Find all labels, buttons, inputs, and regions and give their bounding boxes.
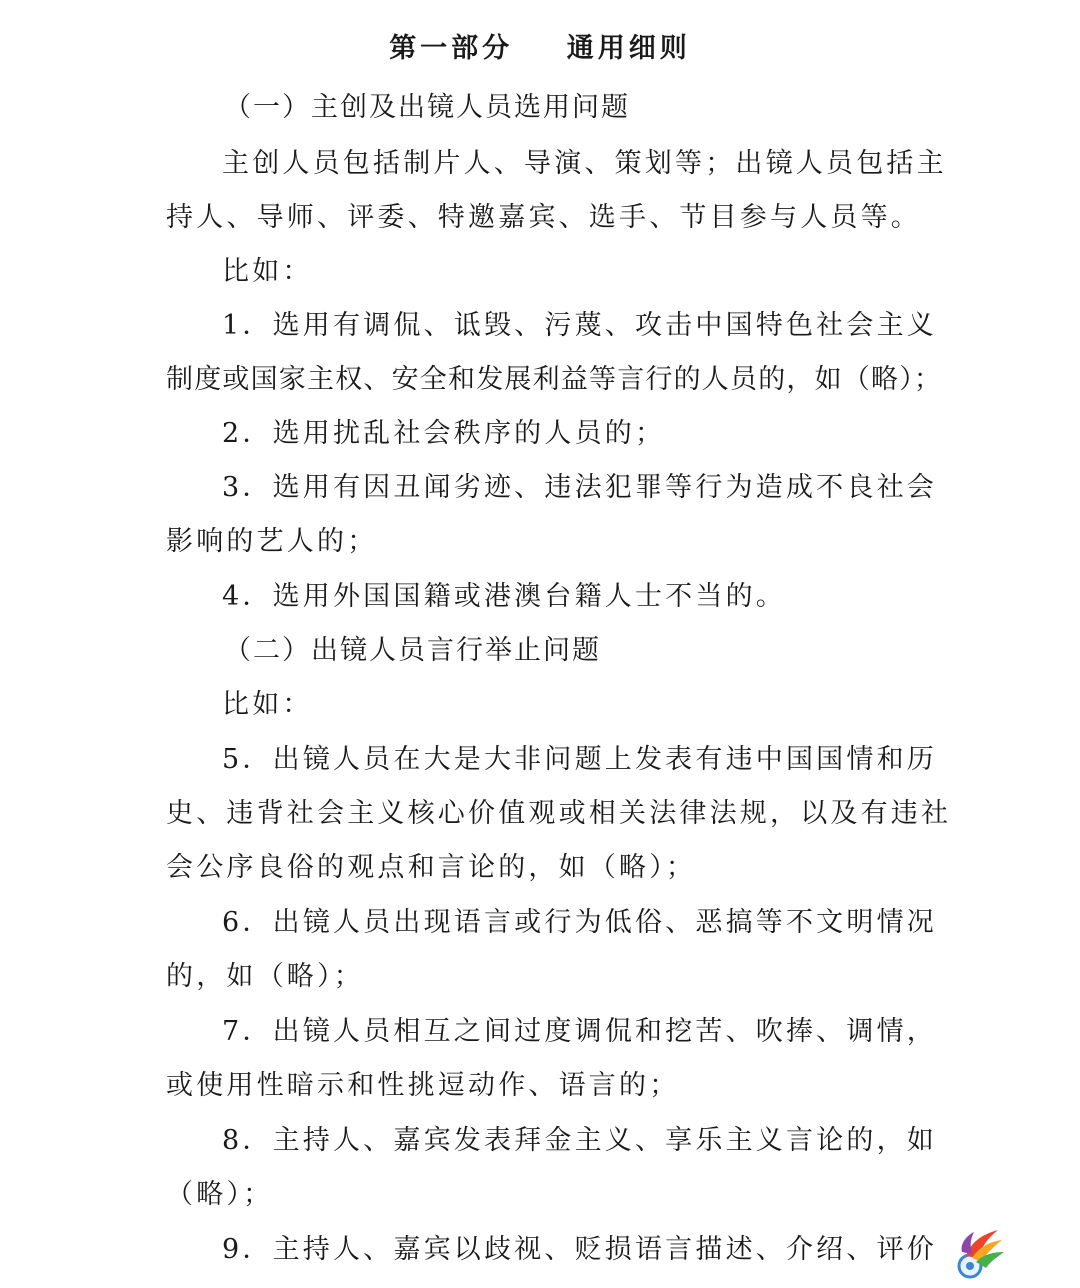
- part-title: 第一部分 通用细则: [389, 33, 691, 64]
- list-item-3-cont: 影响的艺人的；: [166, 526, 378, 557]
- list-item-3: 3．选用有因丑闻劣迹、违法犯罪等行为造成不良社会: [222, 472, 937, 503]
- list-item-4: 4．选用外国国籍或港澳台籍人士不当的。: [222, 581, 786, 612]
- list-item-2: 2．选用扰乱社会秩序的人员的；: [222, 418, 666, 449]
- list-item-1: 1．选用有调侃、诋毁、污蔑、攻击中国特色社会主义: [222, 310, 937, 341]
- paragraph-line: 比如：: [222, 256, 313, 287]
- section-heading-2: （二）出镜人员言行举止问题: [224, 635, 601, 666]
- paragraph-line: 持人、导师、评委、特邀嘉宾、选手、节目参与人员等。: [166, 202, 921, 233]
- paragraph-line: 主创人员包括制片人、导演、策划等；出镜人员包括主: [222, 148, 947, 179]
- paragraph-line: 比如：: [222, 689, 313, 720]
- list-item-5-cont: 史、违背社会主义核心价值观或相关法律法规，以及有违社: [166, 798, 952, 829]
- list-item-5-cont: 会公序良俗的观点和言论的，如（略）；: [166, 852, 697, 883]
- list-item-9: 9．主持人、嘉宾以歧视、贬损语言描述、介绍、评价: [222, 1234, 937, 1265]
- list-item-5: 5．出镜人员在大是大非问题上发表有违中国国情和历: [222, 744, 937, 775]
- list-item-8: 8．主持人、嘉宾发表拜金主义、享乐主义言论的，如: [222, 1125, 937, 1156]
- list-item-7: 7．出镜人员相互之间过度调侃和挖苦、吹捧、调情，: [222, 1016, 937, 1047]
- watermark-logo-icon: [952, 1226, 1008, 1282]
- list-item-1-cont: 制度或国家主权、安全和发展利益等言行的人员的，如（略）；: [166, 364, 943, 395]
- list-item-6-cont: 的，如（略）；: [166, 961, 364, 992]
- list-item-6: 6．出镜人员出现语言或行为低俗、恶搞等不文明情况: [222, 907, 937, 938]
- list-item-7-cont: 或使用性暗示和性挑逗动作、语言的；: [166, 1070, 680, 1101]
- section-heading-1: （一）主创及出镜人员选用问题: [224, 92, 630, 123]
- list-item-8-cont: （略）；: [166, 1179, 274, 1210]
